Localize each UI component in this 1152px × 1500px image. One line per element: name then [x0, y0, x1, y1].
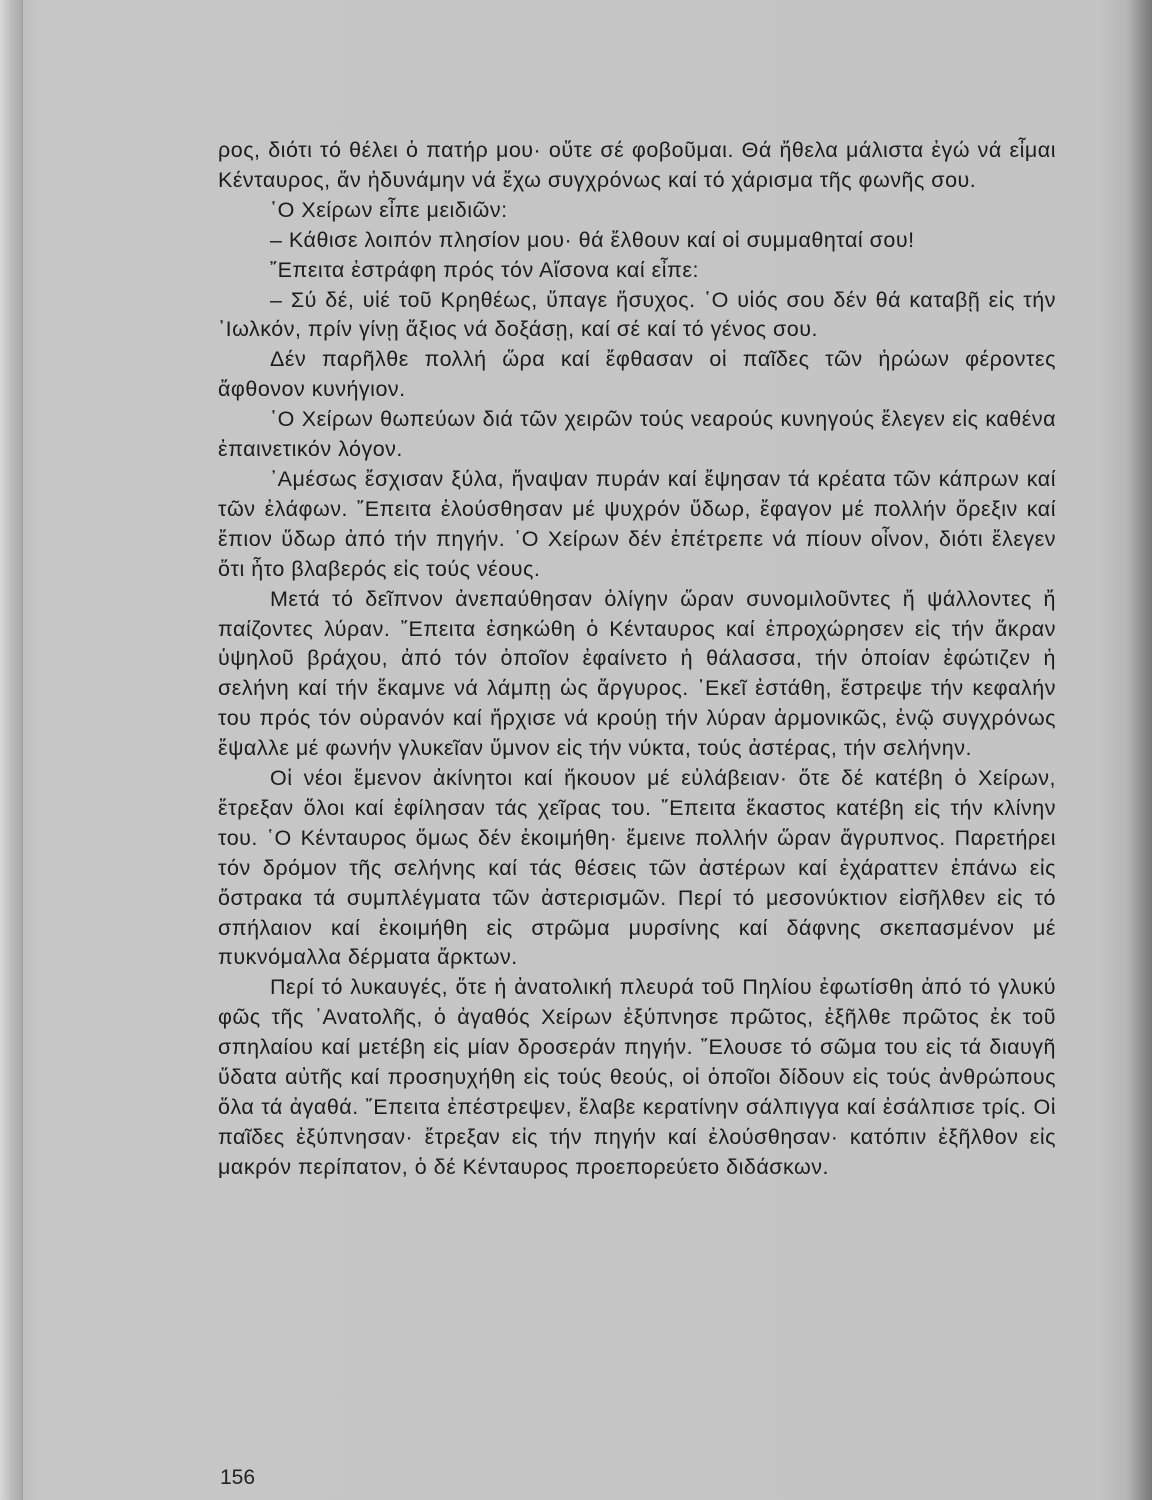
- page-binding-gutter: [0, 0, 23, 1500]
- page-edge-shadow: [1126, 0, 1152, 1500]
- paragraph: – Κάθισε λοιπόν πλησίον μου· θά ἔλθουν καί οἱ συμμαθηταί σου!: [270, 227, 915, 252]
- paragraph: Οἱ νέοι ἔμενον ἀκίνητοι καί ἤκουον μέ εὐλάβειαν· ὅτε δέ κατέβη ὁ Χείρων, ἔτρεξαν ὅλοι καί ἐφίλησαν τάς χεῖρας του. ῎Επειτα ἕκαστος κατέβη εἰς τήν κλίνην του. ῾Ο Κένταυρος ὅμως δέν ἐκοιμήθη· ἔμεινε πολλήν ὥραν ἄγρυπνος. Παρετήρει τόν δρόμον τῆς σελήνης καί τάς θέσεις τῶν ἀστέρων καί ἐχάραττεν ἐπάνω εἰς ὄστρακα τά συμπλέγματα τῶν ἀστερισμῶν. Περί τό μεσονύκτιον εἰσῆλθεν εἰς τό σπήλαιον καί ἐκοιμήθη εἰς στρῶμα μυρσίνης καί δάφνης σκεπασμένον μέ πυκνόμαλλα δέρματα ἄρκτων.: [218, 766, 1056, 970]
- body-text: [218, 136, 1056, 1183]
- paragraph: ῎Επειτα ἐστράφη πρός τόν Αἴσονα καί εἶπε:: [270, 257, 699, 282]
- paragraph: ῾Ο Χείρων εἶπε μειδιῶν:: [270, 197, 508, 222]
- paragraph: Μετά τό δεῖπνον ἀνεπαύθησαν ὀλίγην ὥραν συνομιλοῦντες ἤ ψάλλοντες ἤ παίζοντες λύραν. ῎Επειτα ἐσηκώθη ὁ Κένταυρος καί ἐπροχώρησεν εἰς τήν ἄκραν ὑψηλοῦ βράχου, ἀπό τόν ὁποῖον ἐφαίνετο ἡ θάλασσα, τήν ὁποίαν ἐφώτιζεν ἡ σελήνη καί τήν ἔκαμνε νά λάμπῃ ὡς ἄργυρος. ᾿Εκεῖ ἐστάθη, ἔστρεψε τήν κεφαλήν του πρός τόν οὐρανόν καί ἤρχισε νά κρούῃ τήν λύραν ἁρμονικῶς, ἐνῷ συγχρόνως ἔψαλλε μέ φωνήν γλυκεῖαν ὕμνον εἰς τήν νύκτα, τούς ἀστέρας, τήν σελήνην.: [218, 586, 1056, 761]
- paragraph: ρος, διότι τό θέλει ὁ πατήρ μου· οὔτε σέ φοβοῦμαι. Θά ἤθελα μάλιστα ἐγώ νά εἶμαι Κένταυρος, ἄν ἠδυνάμην νά ἔχω συγχρόνως καί τό χάρισμα τῆς φωνῆς σου.: [218, 138, 1056, 192]
- paragraph: ᾿Αμέσως ἔσχισαν ξύλα, ἥναψαν πυράν καί ἔψησαν τά κρέατα τῶν κάπρων καί τῶν ἐλάφων. ῎Επειτα ἐλούσθησαν μέ ψυχρόν ὕδωρ, ἔφαγον μέ πολλήν ὄρεξιν καί ἔπιον ὕδωρ ἀπό τήν πηγήν. ῾Ο Χείρων δέν ἐπέτρεπε νά πίουν οἶνον, διότι ἔλεγεν ὅτι ἦτο βλαβερός εἰς τούς νέους.: [218, 466, 1056, 581]
- paragraph: Περί τό λυκαυγές, ὅτε ἡ ἀνατολική πλευρά τοῦ Πηλίου ἐφωτίσθη ἀπό τό γλυκύ φῶς τῆς ᾿Ανατολῆς, ὁ ἀγαθός Χείρων ἐξύπνησε πρῶτος, ἐξῆλθε πρῶτος ἐκ τοῦ σπηλαίου καί μετέβη εἰς μίαν δροσεράν πηγήν. ῎Ελουσε τό σῶμα του εἰς τά διαυγῆ ὕδατα αὐτῆς καί προσηυχήθη εἰς τούς θεούς, οἱ ὁποῖοι δίδουν εἰς τούς ἀνθρώπους ὅλα τά ἀγαθά. ῎Επειτα ἐπέστρεψεν, ἔλαβε κερατίνην σάλπιγγα καί ἐσάλπισε τρίς. Οἱ παῖδες ἐξύπνησαν· ἔτρεξαν εἰς τήν πηγήν καί ἐλούσθησαν· κατόπιν ἐξῆλθον εἰς μακρόν περίπατον, ὁ δέ Κένταυρος προεπορεύετο διδάσκων.: [218, 975, 1056, 1179]
- page-number: 156: [220, 1466, 256, 1489]
- paragraph: ῾Ο Χείρων θωπεύων διά τῶν χειρῶν τούς νεαρούς κυνηγούς ἔλεγεν εἰς καθένα ἐπαινετικόν λόγον.: [218, 407, 1056, 462]
- paragraph: Δέν παρῆλθε πολλή ὥρα καί ἔφθασαν οἱ παῖδες τῶν ἡρώων φέροντες ἄφθονον κυνήγιον.: [218, 347, 1056, 402]
- paragraph: – Σύ δέ, υἱέ τοῦ Κρηθέως, ὕπαγε ἥσυχος. ῾Ο υἱός σου δέν θά καταβῇ εἰς τήν ᾿Ιωλκόν, πρίν γίνῃ ἄξιος νά δοξάσῃ, καί σέ καί τό γένος σου.: [218, 287, 1056, 342]
